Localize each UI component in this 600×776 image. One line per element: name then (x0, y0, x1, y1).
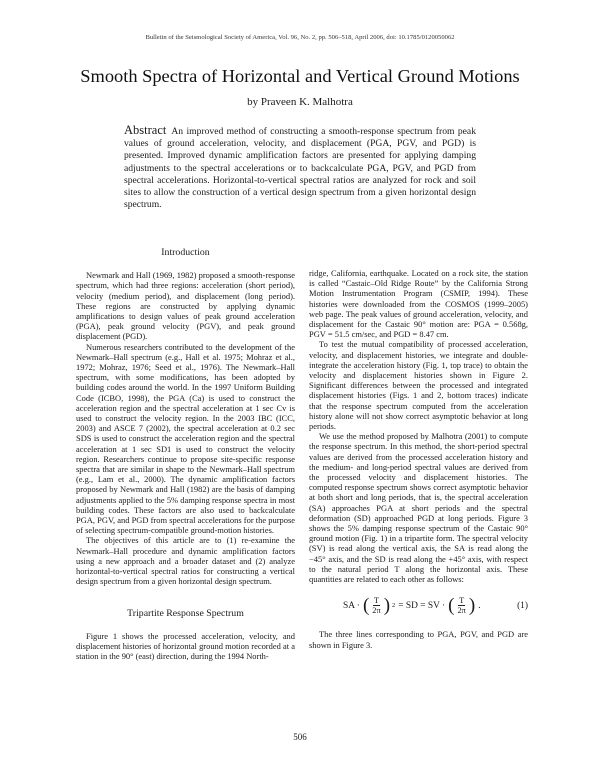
eq-den-2: 2π (457, 606, 466, 616)
closing-paragraph: The three lines corresponding to PGA, PGV, and PGD are shown in Figure 3. (309, 629, 528, 650)
right-column (309, 268, 528, 650)
eq-num-2: T (459, 596, 465, 606)
eq-den-1: 2π (372, 606, 381, 616)
eq-fraction-1 (372, 596, 380, 615)
running-head: Bulletin of the Seismological Society of America, Vol. 96, No. 2, pp. 506–518, April 2006, doi: 10.1785/0120050062 (145, 34, 455, 41)
intro-paragraph-3: The objectives of this article are to (1) re-examine the Newmark–Hall procedure and dynamic amplification factors using a new approach and a broader dataset and (2) analyze horizontal-to-vertical spectral ratios for constructing a vertical design spectrum from a given horizontal design spectrum. (76, 535, 295, 587)
page-number: 506 (293, 732, 307, 742)
eq-num-1: T (373, 596, 380, 606)
eq-fraction-2 (457, 596, 465, 615)
article-title: Smooth Spectra of Horizontal and Vertical Ground Motions (80, 66, 520, 86)
intro-paragraph-2: Numerous researchers contributed to the development of the Newmark–Hall spectrum (e.g., Hall et al. 1975; Mohraz et al., 1972; Mohraz, 1976; Seed et al., 1976). The Newmark–Hall spectrum, with some modifications, has been adopted by building codes around the world. In the 1997 Uniform Building Code (ICBO, 1998), the PGA (Ca) is used to construct the acceleration region and the spectral acceleration at 1 sec Cv is used to construct the velocity region. In the 2003 IBC (ICC, 2003) and ASCE 7 (2002), the spectral acceleration at 0.2 sec SDS is used to construct the acceleration region and the spectral acceleration at 1 sec SD1 is used to construct the velocity region. Researchers continue to propose site-specific response spectra that are similar in shape to the Newmark–Hall spectrum (e.g., Lam et al., 2000). The dynamic amplification factors proposed by Newmark and Hall (1982) are the basis of damping adjustments applied to the 5% damping response spectra in most building codes. These factors are also used to backcalculate PGA, PGV, and PGD from spectral accelerations for the purpose of selecting spectrum-compatible ground-motion histories. (76, 341, 295, 536)
abstract-text: An improved method of constructing a smooth-response spectrum from peak values of ground acceleration, velocity, and displacement (PGA, PGV, and PGD) is presented. Improved dynamic amplification factors are presented for applying damping adjustments to the spectral accelerations or to backcalculate PGA, PGV, and PGD from spectral accelerations. Horizontal-to-vertical spectral ratios are analyzed for rock and soil sites to allow the construction of a vertical design spectrum from a given horizontal design spectrum. (124, 126, 476, 211)
equation-number: (1) (517, 600, 528, 611)
abstract-label: Abstract (124, 123, 167, 137)
author-line: by Praveen K. Malhotra (247, 96, 353, 108)
tripartite-heading: Tripartite Response Spectrum (127, 607, 244, 619)
equation-1: SA · ( $\frac{T}{2\pi}$ ) 2 = SD = SV · ( $\frac{T}{2\pi}$ ) . (1) (343, 595, 528, 617)
eq-exponent: 2 (392, 601, 396, 609)
right-paragraph-1: To test the mutual compatibility of processed acceleration, velocity, and displacement histories, we integrate and double-integrate the acceleration history (Fig. 1, top trace) to obtain the velocity and displacement histories shown in Figure 2. Significant differences between the processed and integrated displacement histories (Figs. 1 and 2, bottom traces) indicate that the response spectrum computed from the acceleration history alone will not show correct asymptotic behavior at long periods. (309, 339, 528, 432)
eq-sd-sv: = SD = SV · (398, 600, 446, 611)
continued-paragraph: ridge, California, earthquake. Located on a rock site, the station is called “Castaic–Old Ridge Route” by the California Strong Motion Instrumentation Program (CSMIP, 1994). These histories were downloaded from the COSMOS (1999–2005) web page. The peak values of ground acceleration, velocity, and displacement for the Castaic 90° motion are: PGA = 0.568g, PGV = 51.5 cm/sec, and PGD = 8.47 cm. (309, 268, 528, 340)
left-column (76, 248, 295, 661)
intro-paragraph-1: Newmark and Hall (1969, 1982) proposed a smooth-response spectrum, which had three regions: acceleration (short period), velocity (medium period), and displacement (long period). These regions are constructed by applying dynamic amplifications to design values of peak ground acceleration (PGA), peak ground velocity (PGV), and peak ground displacement (PGD). (76, 270, 295, 342)
right-paragraph-2: We use the method proposed by Malhotra (2001) to compute the response spectrum. In this method, the short-period spectral values are derived from the processed acceleration history and the medium- and long-period spectral values are derived from the processed velocity and displacement histories. The computed response spectrum shows correct asymptotic behavior at both short and long periods, that is, the spectral acceleration (SA) approaches PGA at short periods and the spectral deformation (SD) approached PGD at long periods. Figure 3 shows the 5% damping response spectrum of the Castaic 90° ground motion (Fig. 1) in a tripartite form. The spectral velocity (SV) is read along the vertical axis, the SA is read along the −45° axis, and the SD is read along the +45° axis, with respect to the natural period T along the horizontal axis. These quantities are related to each other as follows: (309, 431, 528, 585)
tripartite-paragraph: Figure 1 shows the processed acceleration, velocity, and displacement histories of horizontal ground motion recorded at a station in the 90° (east) direction, during the 1994 North- (76, 630, 295, 662)
eq-sa: SA · (343, 600, 360, 611)
eq-end: . (478, 600, 481, 611)
abstract (124, 124, 476, 211)
introduction-heading: Introduction (161, 247, 210, 258)
